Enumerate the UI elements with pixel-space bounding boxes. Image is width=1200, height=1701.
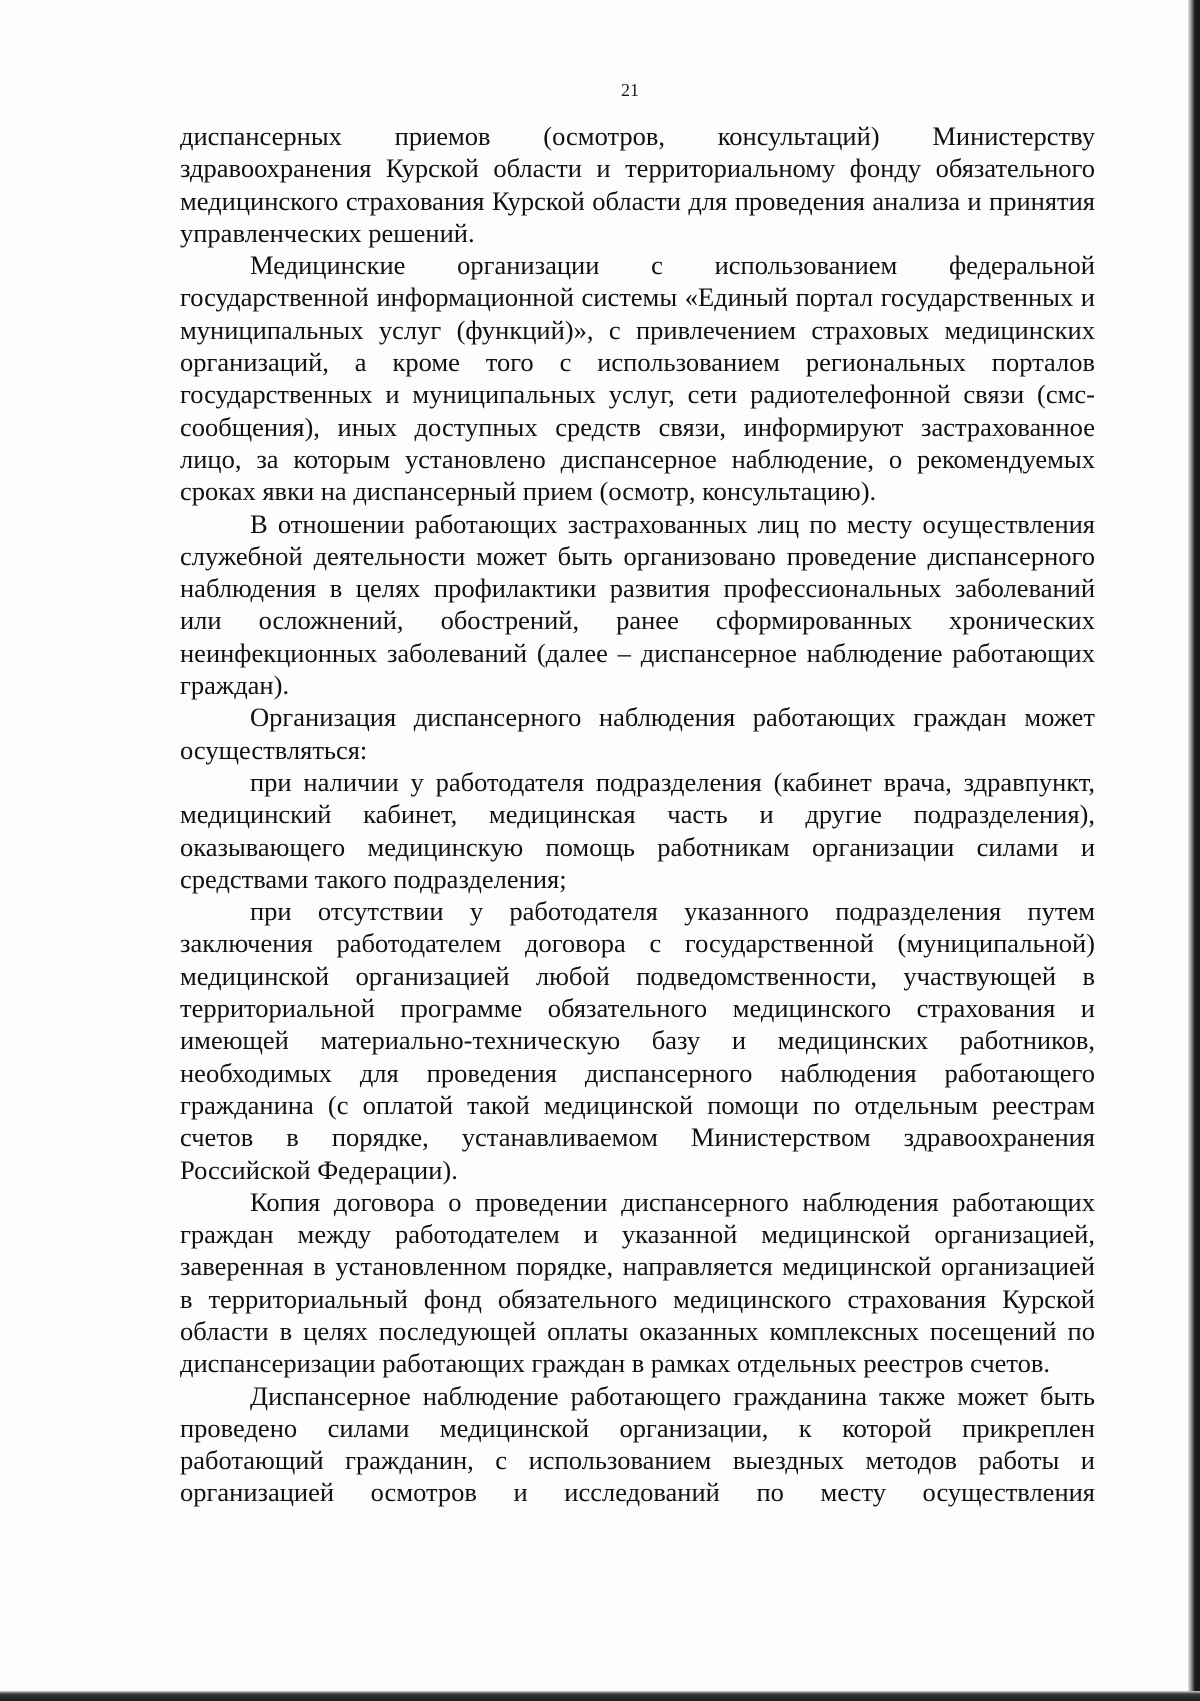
paragraph: Копия договора о проведении диспансерного наблюдения работающих граждан между работодателем и указанной медицинской организацией, заверенная в установленном порядке, направляется медицинской организацией в территориальный фонд обязательного медицинского страхования Курской области в целях последующей оплаты оказанных комплексных посещений по диспансеризации работающих граждан в рамках отдельных реестров счетов. xyxy=(180,1186,1095,1379)
paragraph: Организация диспансерного наблюдения работающих граждан может осуществляться: xyxy=(180,702,1095,765)
paragraph: при наличии у работодателя подразделения (кабинет врача, здравпункт, медицинский кабинет, медицинская часть и другие подразделения), оказывающего медицинскую помощь работникам организации силами и средствами такого подразделения; xyxy=(180,766,1095,894)
paragraph: диспансерных приемов (осмотров, консультаций) Министерству здравоохранения Курской области и территориальному фонду обязательного медицинского страхования Курской области для проведения анализа и принятия управленческих решений. xyxy=(180,121,1095,248)
paragraph: Диспансерное наблюдение работающего гражданина также может быть проведено силами медицинской организации, к которой прикреплен работающий гражданин, с использованием выездных методов работы и организацией осмотров и исследований по месту осуществления xyxy=(180,1380,1095,1508)
paragraph: при отсутствии у работодателя указанного подразделения путем заключения работодателем договора с государственной (муниципальной) медицинской организацией любой подведомственности, участвующей в территориальной программе обязательного медицинского страхования и имеющей материально-техническую базу и медицинских работников, необходимых для проведения диспансерного наблюдения работающего гражданина (с оплатой такой медицинской помощи по отдельным реестрам счетов в порядке, устанавливаемом Министерством здравоохранения Российской Федерации). xyxy=(180,896,1095,1185)
scan-edge-bottom xyxy=(0,1691,1200,1701)
scan-edge-right xyxy=(1188,0,1200,1701)
document-body xyxy=(180,120,1095,1509)
paragraph: Медицинские организации с использованием федеральной государственной информационной системы «Единый портал государственных и муниципальных услуг (функций)», с привлечением страховых медицинских организаций, а кроме того с использованием региональных порталов государственных и муниципальных услуг, сети радиотелефонной связи (смс-сообщения), иных доступных средств связи, информируют застрахованное лицо, за которым установлено диспансерное наблюдение, о рекомендуемых сроках явки на диспансерный прием (осмотр, консультацию). xyxy=(180,250,1095,507)
page-number: 21 xyxy=(621,80,639,100)
paragraph: В отношении работающих застрахованных лиц по месту осуществления служебной деятельности может быть организовано проведение диспансерного наблюдения в целях профилактики развития профессиональных заболеваний или осложнений, обострений, ранее сформированных хронических неинфекционных заболеваний (далее – диспансерное наблюдение работающих граждан). xyxy=(180,508,1095,701)
